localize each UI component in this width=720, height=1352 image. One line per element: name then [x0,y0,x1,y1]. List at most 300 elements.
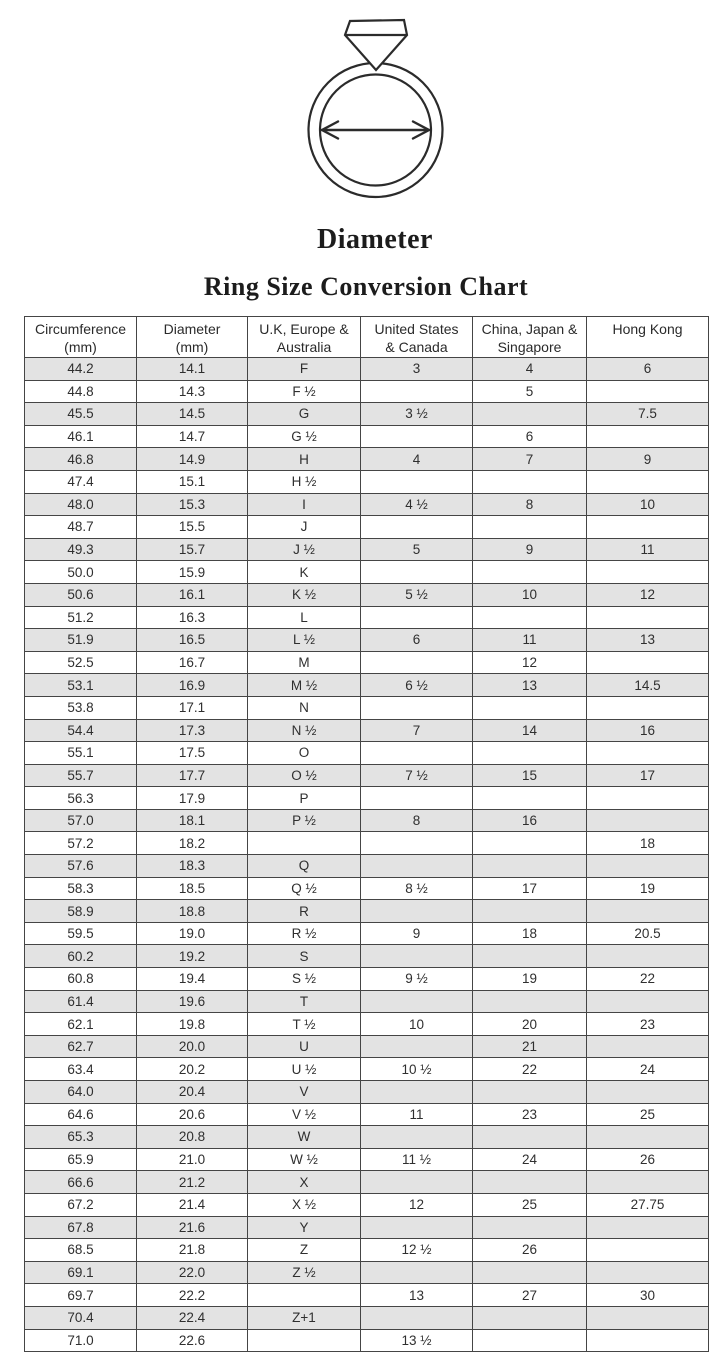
table-cell [587,470,709,493]
table-cell: Q [248,855,361,878]
table-cell [587,809,709,832]
table-cell [587,1261,709,1284]
table-cell: 59.5 [25,922,137,945]
table-cell: 7.5 [587,403,709,426]
table-cell: 19 [473,968,587,991]
table-cell [587,990,709,1013]
table-cell: R [248,900,361,923]
table-cell: 9 ½ [361,968,473,991]
table-cell: 21.6 [137,1216,248,1239]
table-cell: 22 [473,1058,587,1081]
table-cell [361,1216,473,1239]
table-cell: W [248,1126,361,1149]
table-cell: 13 [473,674,587,697]
column-header-circumference: Circumference (mm) [25,317,137,358]
table-row [25,1013,709,1036]
table-cell: 51.9 [25,629,137,652]
table-cell: M ½ [248,674,361,697]
table-cell: 24 [473,1148,587,1171]
double-headed-diameter-arrow-icon [322,122,429,139]
table-cell: 48.7 [25,516,137,539]
table-row [25,606,709,629]
table-cell: 3 ½ [361,403,473,426]
table-cell: 71.0 [25,1329,137,1352]
table-cell: 69.1 [25,1261,137,1284]
table-cell [587,1035,709,1058]
table-cell: H ½ [248,470,361,493]
table-cell: P [248,787,361,810]
table-cell: 7 [473,448,587,471]
table-cell: 8 ½ [361,877,473,900]
table-cell: 50.6 [25,583,137,606]
column-header-us-canada: United States & Canada [361,317,473,358]
table-cell: 65.3 [25,1126,137,1149]
table-cell [587,1081,709,1104]
table-row [25,1126,709,1149]
table-cell: 64.0 [25,1081,137,1104]
table-cell: 4 [473,358,587,381]
table-cell [361,900,473,923]
table-cell: O [248,742,361,765]
table-cell: T ½ [248,1013,361,1036]
table-cell: 26 [473,1239,587,1262]
table-cell: 25 [473,1193,587,1216]
table-cell: 51.2 [25,606,137,629]
table-cell [473,832,587,855]
table-cell [587,561,709,584]
table-row [25,696,709,719]
table-cell: 11 [361,1103,473,1126]
table-cell: S ½ [248,968,361,991]
table-cell [587,380,709,403]
table-row [25,900,709,923]
table-cell: 12 [587,583,709,606]
table-cell [587,1216,709,1239]
table-cell: 17.1 [137,696,248,719]
table-cell: 15 [473,764,587,787]
table-cell: 18.2 [137,832,248,855]
table-cell: 69.7 [25,1284,137,1307]
table-cell [248,1329,361,1352]
table-cell [361,516,473,539]
table-cell: 18.8 [137,900,248,923]
table-cell: 10 ½ [361,1058,473,1081]
table-row [25,1148,709,1171]
table-cell: 64.6 [25,1103,137,1126]
table-row [25,742,709,765]
table-cell: 62.7 [25,1035,137,1058]
table-cell: 9 [473,538,587,561]
table-cell: K ½ [248,583,361,606]
table-cell: 16.9 [137,674,248,697]
table-row [25,968,709,991]
table-cell: 50.0 [25,561,137,584]
table-cell: 21.0 [137,1148,248,1171]
table-cell [473,1081,587,1104]
table-cell [361,990,473,1013]
table-cell [361,1126,473,1149]
table-row [25,1261,709,1284]
table-cell: 11 [587,538,709,561]
table-cell: 15.3 [137,493,248,516]
table-cell: 8 [361,809,473,832]
table-cell [473,1126,587,1149]
table-cell: F [248,358,361,381]
table-cell: 19 [587,877,709,900]
table-cell: V [248,1081,361,1104]
table-row [25,1058,709,1081]
table-cell: 62.1 [25,1013,137,1036]
table-cell [473,516,587,539]
table-row [25,764,709,787]
table-cell [587,900,709,923]
column-header-hong-kong: Hong Kong [587,317,709,358]
table-cell: 19.6 [137,990,248,1013]
table-cell: 17.7 [137,764,248,787]
table-row [25,787,709,810]
table-cell: 17 [473,877,587,900]
table-cell: 61.4 [25,990,137,1013]
table-cell: 15.7 [137,538,248,561]
table-cell [473,696,587,719]
table-cell: 11 [473,629,587,652]
diameter-label: Diameter [317,224,433,255]
table-cell: 4 ½ [361,493,473,516]
table-row [25,403,709,426]
table-cell: Z ½ [248,1261,361,1284]
table-cell: 16.5 [137,629,248,652]
table-row [25,1284,709,1307]
table-cell [473,855,587,878]
table-cell: F ½ [248,380,361,403]
table-cell: 22.4 [137,1306,248,1329]
table-row [25,922,709,945]
table-cell [473,403,587,426]
table-row [25,990,709,1013]
table-cell [361,787,473,810]
table-cell: 19.2 [137,945,248,968]
table-cell: 20.0 [137,1035,248,1058]
table-cell [587,1239,709,1262]
table-cell [361,425,473,448]
table-cell: 57.2 [25,832,137,855]
table-cell: U [248,1035,361,1058]
table-cell: X [248,1171,361,1194]
diamond-icon [345,20,407,70]
table-cell: 18 [473,922,587,945]
table-cell: 6 ½ [361,674,473,697]
table-cell: Y [248,1216,361,1239]
table-row [25,583,709,606]
table-row [25,425,709,448]
table-cell: T [248,990,361,1013]
table-cell: 19.0 [137,922,248,945]
table-row [25,470,709,493]
table-cell [361,696,473,719]
table-cell: 20.6 [137,1103,248,1126]
table-cell [473,787,587,810]
table-cell: 16.3 [137,606,248,629]
table-cell: O ½ [248,764,361,787]
table-row [25,358,709,381]
column-header-diameter: Diameter (mm) [137,317,248,358]
table-cell: 23 [587,1013,709,1036]
table-cell [587,1329,709,1352]
table-cell [361,606,473,629]
column-header-uk-europe-australia: U.K, Europe & Australia [248,317,361,358]
table-cell: 7 ½ [361,764,473,787]
table-cell [473,945,587,968]
table-cell [361,1261,473,1284]
table-row [25,1216,709,1239]
table-cell [361,742,473,765]
table-cell: 9 [587,448,709,471]
table-cell: 14.1 [137,358,248,381]
table-cell: 21 [473,1035,587,1058]
table-cell [473,900,587,923]
table-cell [361,380,473,403]
table-row [25,629,709,652]
table-cell: 21.4 [137,1193,248,1216]
table-cell: 13 [587,629,709,652]
table-cell: 20 [473,1013,587,1036]
table-cell: 19.4 [137,968,248,991]
table-row [25,1239,709,1262]
table-cell: Z [248,1239,361,1262]
table-cell: 14.3 [137,380,248,403]
table-row [25,380,709,403]
table-cell: 16.7 [137,651,248,674]
table-cell: 12 ½ [361,1239,473,1262]
table-cell: Z+1 [248,1306,361,1329]
table-cell [587,696,709,719]
table-cell [587,516,709,539]
table-cell [473,606,587,629]
table-cell: 18 [587,832,709,855]
table-cell: J [248,516,361,539]
table-cell [361,470,473,493]
table-cell [587,945,709,968]
table-row [25,1035,709,1058]
table-cell [587,425,709,448]
table-cell: 20.2 [137,1058,248,1081]
table-cell: 68.5 [25,1239,137,1262]
table-cell: 45.5 [25,403,137,426]
table-cell: 49.3 [25,538,137,561]
table-cell: L ½ [248,629,361,652]
table-cell: 6 [361,629,473,652]
table-cell: U ½ [248,1058,361,1081]
table-cell: 47.4 [25,470,137,493]
table-cell: 13 ½ [361,1329,473,1352]
table-cell: 55.7 [25,764,137,787]
table-cell: 14.9 [137,448,248,471]
table-cell: 54.4 [25,719,137,742]
table-cell: 57.0 [25,809,137,832]
table-cell: W ½ [248,1148,361,1171]
table-cell: V ½ [248,1103,361,1126]
table-cell: I [248,493,361,516]
table-cell: S [248,945,361,968]
table-cell: 18.1 [137,809,248,832]
table-cell: 66.6 [25,1171,137,1194]
table-cell [361,1306,473,1329]
table-row [25,945,709,968]
table-cell [587,787,709,810]
table-cell: 20.5 [587,922,709,945]
table-cell: K [248,561,361,584]
table-row [25,561,709,584]
table-cell: 12 [473,651,587,674]
ring-with-diamond-icon [303,12,448,204]
table-cell [473,742,587,765]
table-cell: 22.6 [137,1329,248,1352]
table-cell [248,832,361,855]
table-cell [587,651,709,674]
table-cell: 21.8 [137,1239,248,1262]
table-cell: 5 [361,538,473,561]
table-cell: 17.3 [137,719,248,742]
table-cell: 55.1 [25,742,137,765]
table-cell: 16.1 [137,583,248,606]
table-row [25,674,709,697]
table-cell: G [248,403,361,426]
table-cell [361,832,473,855]
table-row [25,448,709,471]
table-cell [587,1306,709,1329]
page-title: Ring Size Conversion Chart [203,272,529,301]
table-cell: 18.3 [137,855,248,878]
table-row [25,516,709,539]
table-cell: 17.5 [137,742,248,765]
table-cell: N ½ [248,719,361,742]
table-cell: 13 [361,1284,473,1307]
table-cell: 4 [361,448,473,471]
table-cell: 22.2 [137,1284,248,1307]
table-cell: 15.5 [137,516,248,539]
table-cell: 7 [361,719,473,742]
table-cell [473,1216,587,1239]
table-cell: 67.8 [25,1216,137,1239]
table-row [25,1171,709,1194]
table-cell: J ½ [248,538,361,561]
table-cell: 14.7 [137,425,248,448]
table-cell [361,1171,473,1194]
table-row [25,809,709,832]
table-row [25,1103,709,1126]
table-cell [361,561,473,584]
table-cell [587,742,709,765]
table-cell: 5 ½ [361,583,473,606]
table-cell [473,561,587,584]
table-cell: 14.5 [587,674,709,697]
table-cell: 30 [587,1284,709,1307]
table-cell: 10 [587,493,709,516]
table-cell [473,1306,587,1329]
table-cell: R ½ [248,922,361,945]
table-cell: 16 [473,809,587,832]
table-cell: H [248,448,361,471]
table-cell: X ½ [248,1193,361,1216]
table-cell [473,1329,587,1352]
table-cell [361,855,473,878]
table-row [25,832,709,855]
table-cell: 17 [587,764,709,787]
table-cell: 46.8 [25,448,137,471]
table-cell: 5 [473,380,587,403]
table-cell: 6 [473,425,587,448]
table-cell: 12 [361,1193,473,1216]
table-cell: 21.2 [137,1171,248,1194]
table-cell [361,945,473,968]
table-cell: 58.9 [25,900,137,923]
table-cell: P ½ [248,809,361,832]
table-row [25,855,709,878]
table-cell: 11 ½ [361,1148,473,1171]
table-cell [361,651,473,674]
table-cell: 15.9 [137,561,248,584]
table-cell: 14.5 [137,403,248,426]
table-cell: M [248,651,361,674]
table-cell [361,1081,473,1104]
table-cell: 27.75 [587,1193,709,1216]
conversion-table [24,316,709,1352]
table-cell: 3 [361,358,473,381]
table-cell: 25 [587,1103,709,1126]
table-row [25,493,709,516]
table-cell: 24 [587,1058,709,1081]
table-cell: 70.4 [25,1306,137,1329]
table-cell [361,1035,473,1058]
table-cell: 65.9 [25,1148,137,1171]
column-header-china-japan-singapore: China, Japan & Singapore [473,317,587,358]
table-cell: 63.4 [25,1058,137,1081]
table-row [25,877,709,900]
table-cell [473,990,587,1013]
table-cell: 46.1 [25,425,137,448]
table-cell: 48.0 [25,493,137,516]
table-cell [248,1284,361,1307]
table-cell: 26 [587,1148,709,1171]
table-cell [587,1171,709,1194]
table-cell: Q ½ [248,877,361,900]
table-row [25,1306,709,1329]
table-cell: L [248,606,361,629]
table-cell: 10 [361,1013,473,1036]
table-cell [473,1171,587,1194]
header-row [25,317,709,358]
table-cell: 58.3 [25,877,137,900]
table-row [25,538,709,561]
table-cell: 8 [473,493,587,516]
table-cell: N [248,696,361,719]
table-cell: 6 [587,358,709,381]
table-row [25,1329,709,1352]
table-row [25,1193,709,1216]
table-cell: 53.1 [25,674,137,697]
table-cell: 44.8 [25,380,137,403]
table-cell [587,1126,709,1149]
table-cell: G ½ [248,425,361,448]
table-cell: 18.5 [137,877,248,900]
table-cell: 53.8 [25,696,137,719]
table-cell: 44.2 [25,358,137,381]
table-cell [473,1261,587,1284]
table-row [25,651,709,674]
table-cell: 17.9 [137,787,248,810]
table-cell: 22 [587,968,709,991]
table-cell: 52.5 [25,651,137,674]
